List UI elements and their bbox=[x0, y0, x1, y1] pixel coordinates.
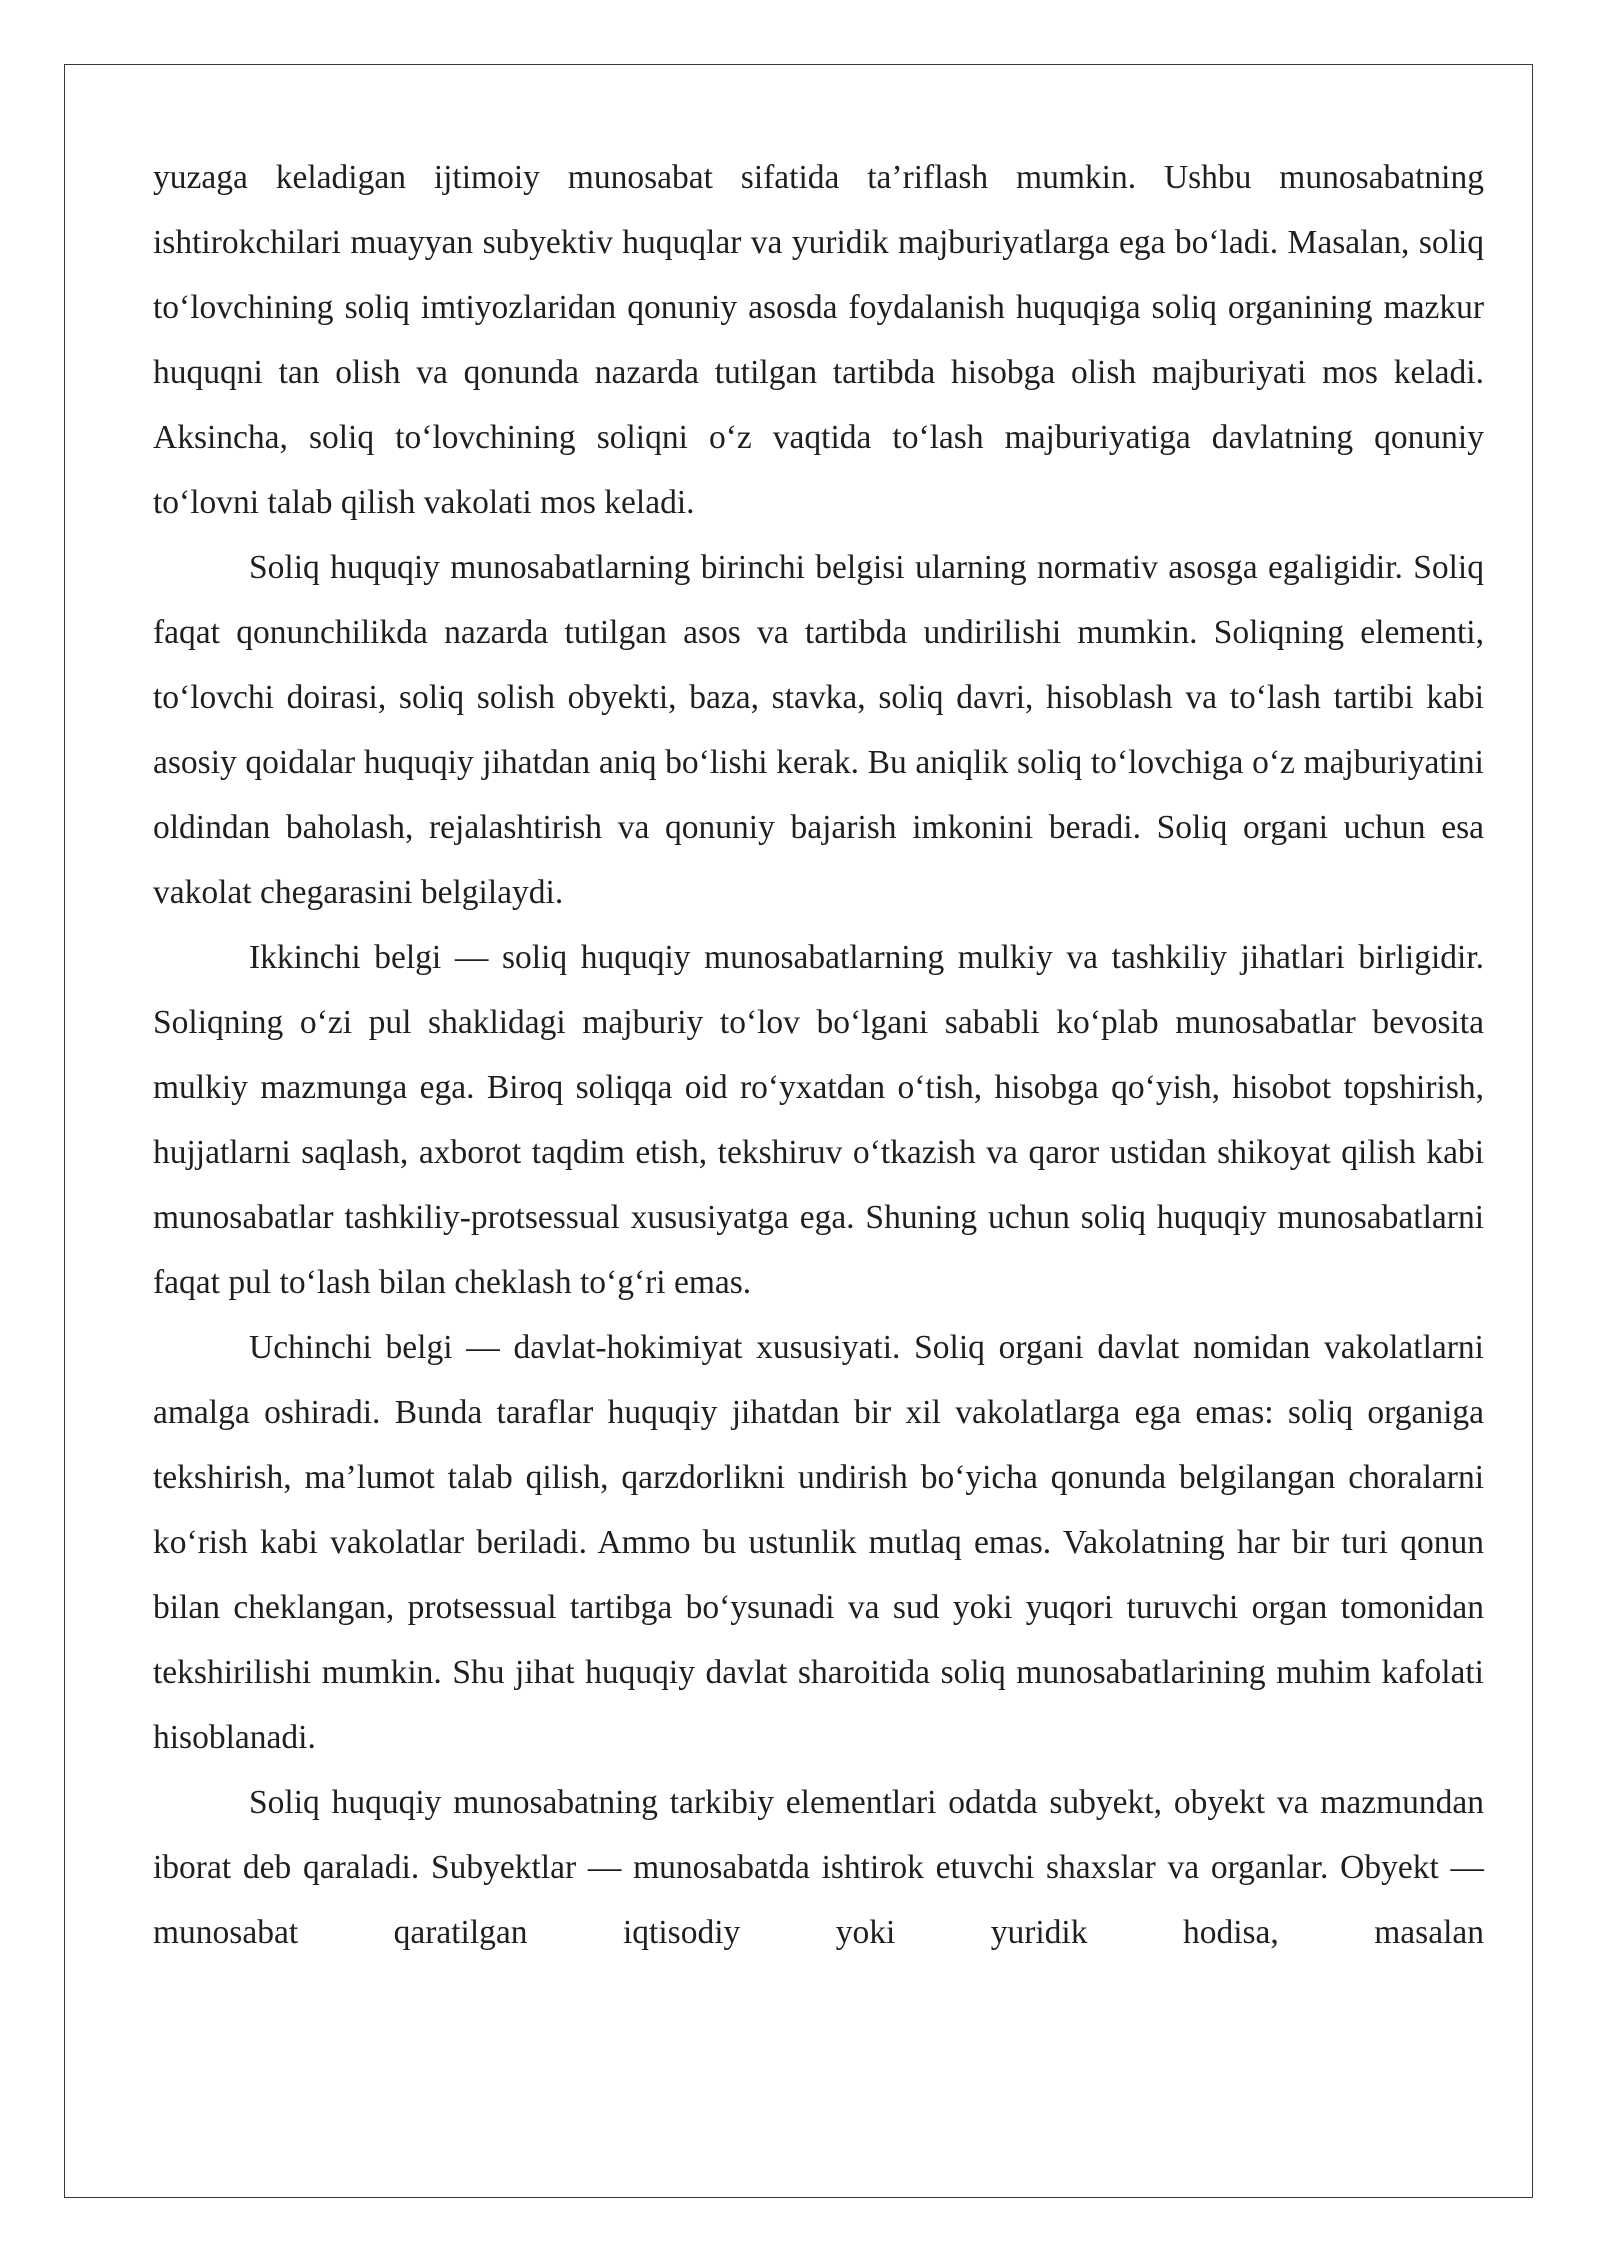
paragraph-3: Ikkinchi belgi — soliq huquqiy munosabatlarning mulkiy va tashkiliy jihatlari birligidir. Soliqning o‘zi pul shaklidagi majburiy to‘lov bo‘lgani sababli ko‘plab munosabatlar bevosita mulkiy mazmunga ega. Biroq soliqqa oid ro‘yxatdan o‘tish, hisobga qo‘yish, hisobot topshirish, hujjatlarni saqlash, axborot taqdim etish, tekshiruv o‘tkazish va qaror ustidan shikoyat qilish kabi munosabatlar tashkiliy-protsessual xususiyatga ega. Shuning uchun soliq huquqiy munosabatlarni faqat pul to‘lash bilan cheklash to‘g‘ri emas. bbox=[153, 939, 1484, 1301]
document-body bbox=[153, 145, 1484, 1965]
paragraph-1: yuzaga keladigan ijtimoiy munosabat sifatida ta’riflash mumkin. Ushbu munosabatning ishtirokchilari muayyan subyektiv huquqlar va yuridik majburiyatlarga ega bo‘ladi. Masalan, soliq to‘lovchining soliq imtiyozlaridan qonuniy asosda foydalanish huquqiga soliq organining mazkur huquqni tan olish va qonunda nazarda tutilgan tartibda hisobga olish majburiyati mos keladi. Aksincha, soliq to‘lovchining soliqni o‘z vaqtida to‘lash majburiyatiga davlatning qonuniy to‘lovni talab qilish vakolati mos keladi. bbox=[153, 159, 1484, 521]
paragraph-5: Soliq huquqiy munosabatning tarkibiy elementlari odatda subyekt, obyekt va mazmundan iborat deb qaraladi. Subyektlar — munosabatda ishtirok etuvchi shaxslar va organlar. Obyekt — munosabat qaratilgan iqtisodiy yoki yuridik hodisa, masalan bbox=[153, 1784, 1484, 1951]
paragraph-4: Uchinchi belgi — davlat-hokimiyat xususiyati. Soliq organi davlat nomidan vakolatlarni amalga oshiradi. Bunda taraflar huquqiy jihatdan bir xil vakolatlarga ega emas: soliq organiga tekshirish, ma’lumot talab qilish, qarzdorlikni undirish bo‘yicha qonunda belgilangan choralarni ko‘rish kabi vakolatlar beriladi. Ammo bu ustunlik mutlaq emas. Vakolatning har bir turi qonun bilan cheklangan, protsessual tartibga bo‘ysunadi va sud yoki yuqori turuvchi organ tomonidan tekshirilishi mumkin. Shu jihat huquqiy davlat sharoitida soliq munosabatlarining muhim kafolati hisoblanadi. bbox=[153, 1329, 1484, 1756]
paragraph-2: Soliq huquqiy munosabatlarning birinchi belgisi ularning normativ asosga egaligidir. Soliq faqat qonunchilikda nazarda tutilgan asos va tartibda undirilishi mumkin. Soliqning elementi, to‘lovchi doirasi, soliq solish obyekti, baza, stavka, soliq davri, hisoblash va to‘lash tartibi kabi asosiy qoidalar huquqiy jihatdan aniq bo‘lishi kerak. Bu aniqlik soliq to‘lovchiga o‘z majburiyatini oldindan baholash, rejalashtirish va qonuniy bajarish imkonini beradi. Soliq organi uchun esa vakolat chegarasini belgilaydi. bbox=[153, 549, 1484, 911]
